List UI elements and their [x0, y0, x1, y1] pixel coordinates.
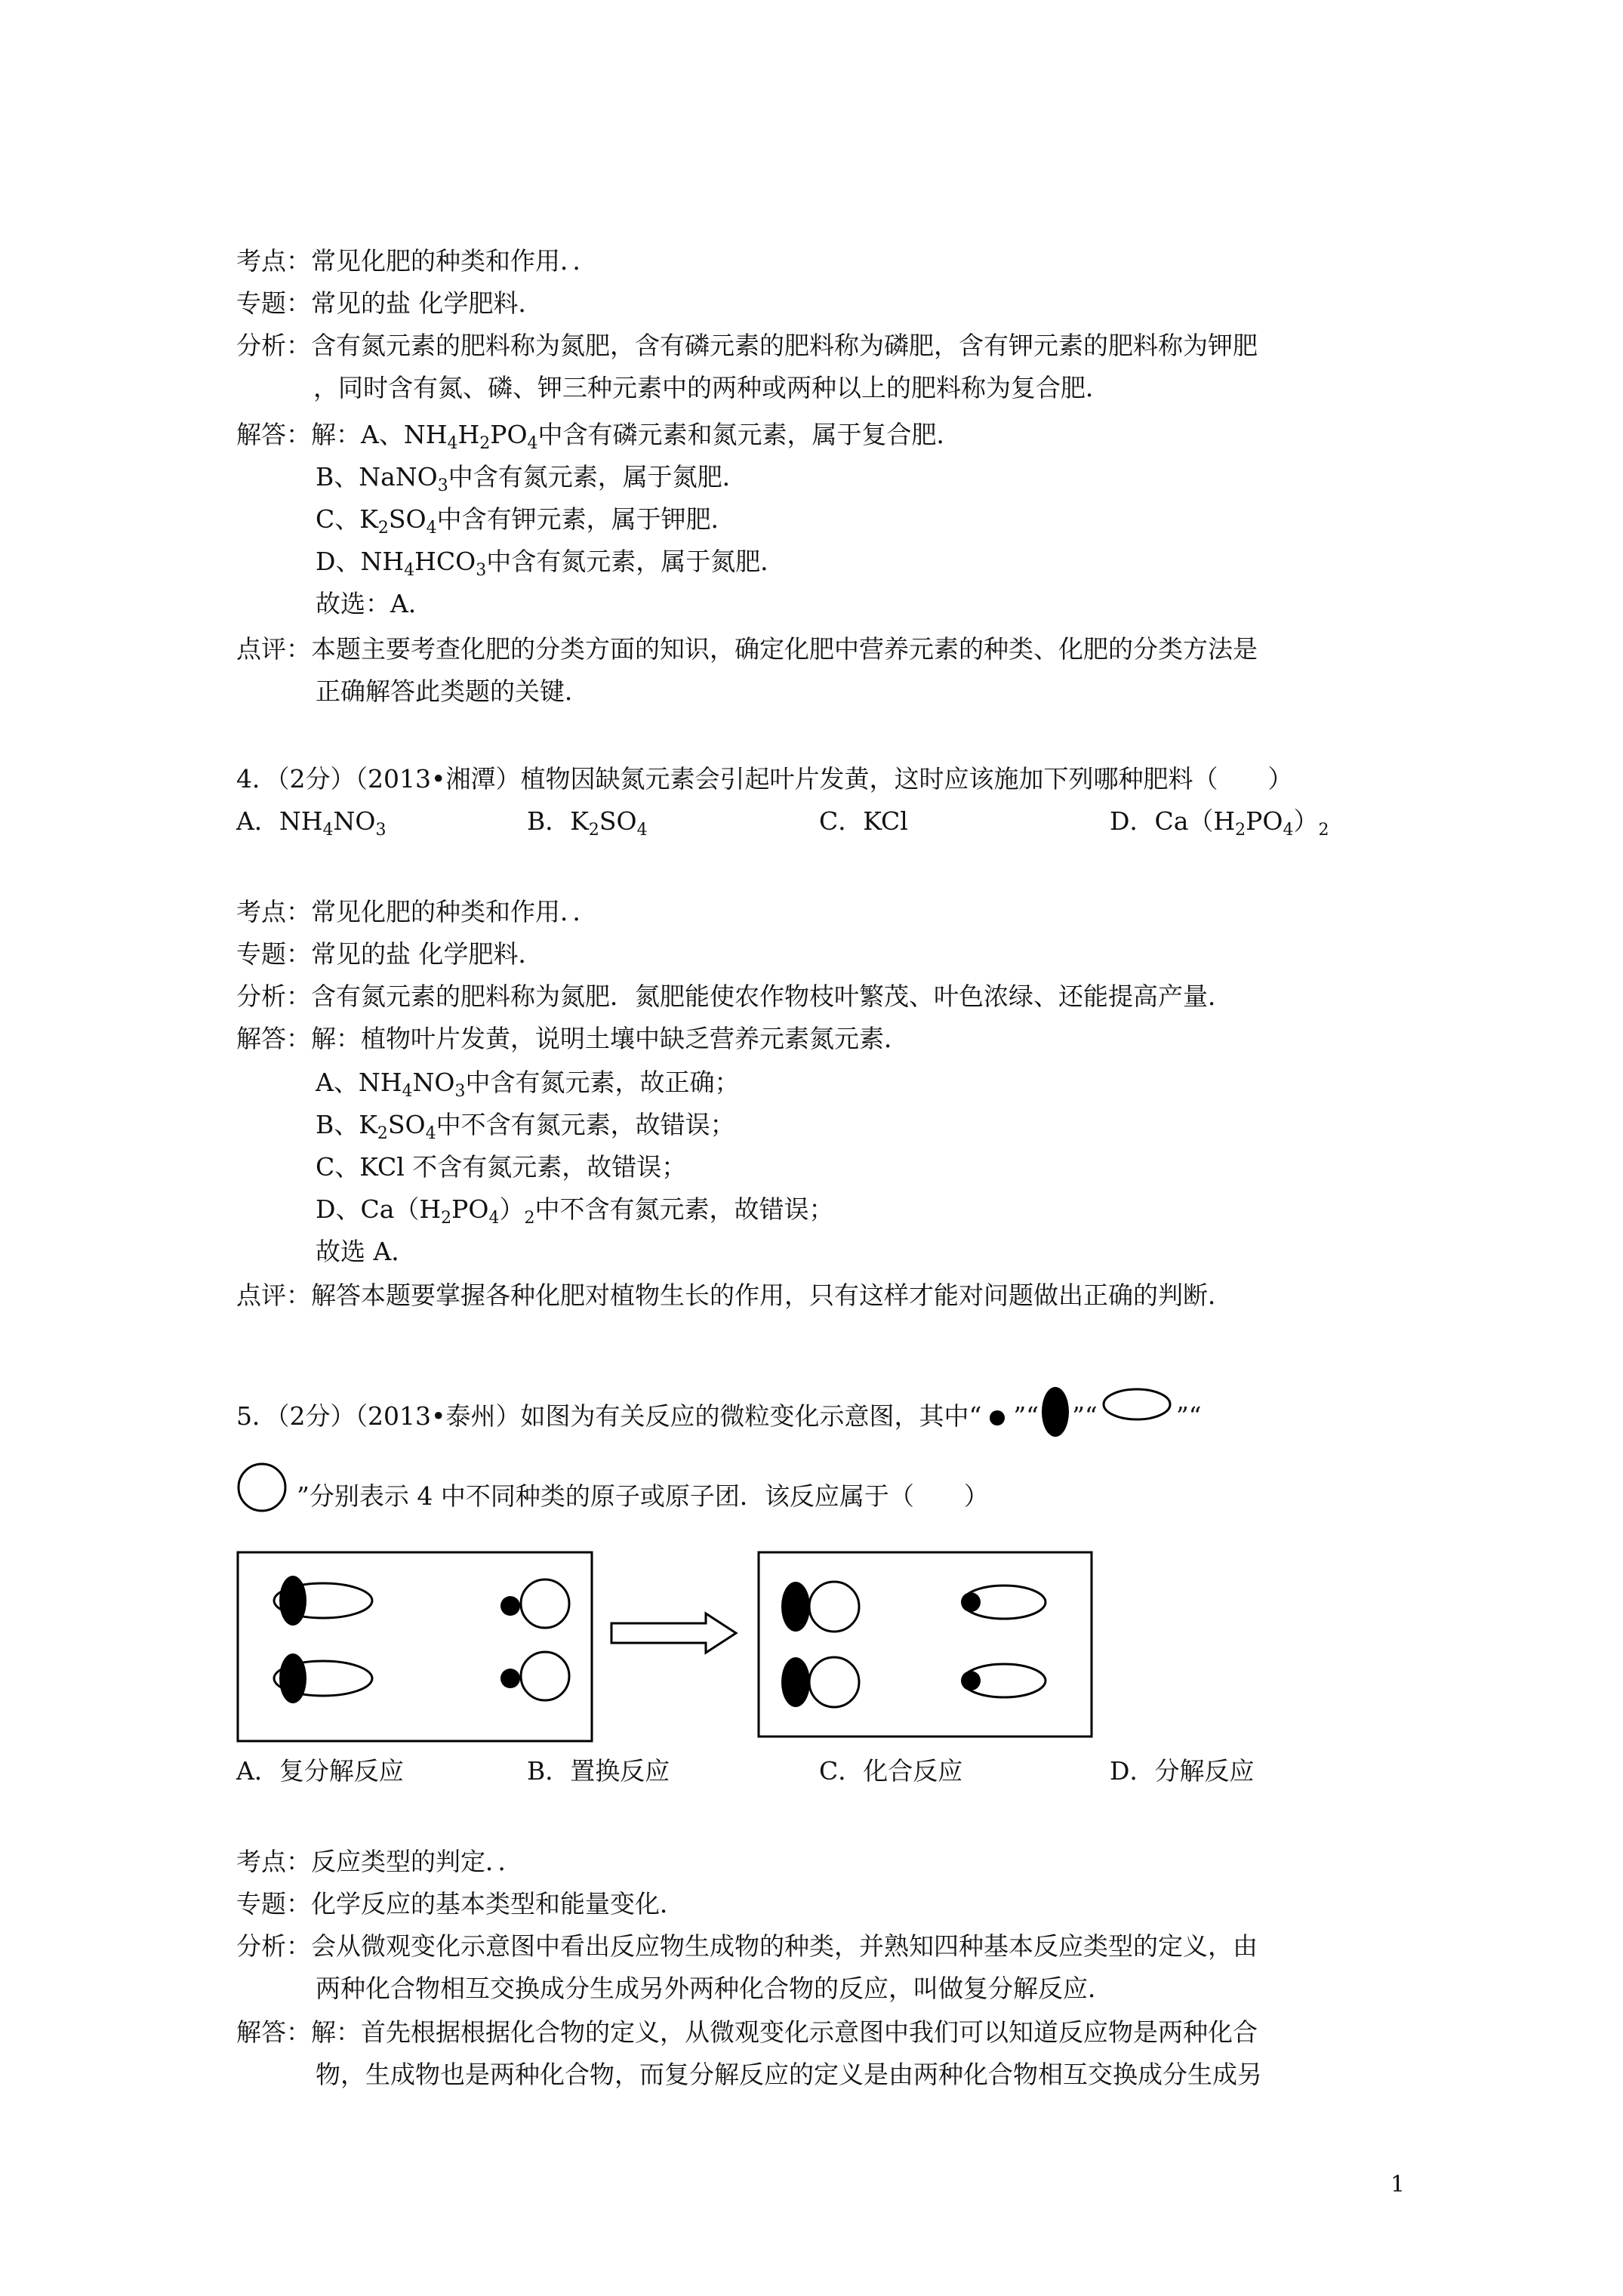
q4-zhuanti: 专题：常见的盐 化学肥料． [236, 939, 544, 969]
product-molecule-1 [781, 1582, 859, 1632]
reaction-arrow [611, 1613, 736, 1653]
q3-guxuan: 故选：A． [316, 589, 433, 618]
white-ellipse-icon [1098, 1400, 1176, 1433]
reactant-molecule-4 [500, 1652, 569, 1700]
page-number: 1 [1390, 2171, 1406, 2198]
q4-jieda-b: B、$K_2SO_4$中不含有氮元素，故错误； [316, 1110, 735, 1143]
q4-jieda: 解答：解：植物叶片发黄，说明土壤中缺乏营养元素氮元素． [236, 1024, 909, 1053]
product-molecule-2 [781, 1657, 859, 1707]
q5-jieda-cont: 物，生成物也是两种化合物，而复分解反应的定义是由两种化合物相互交换成分生成另 [316, 2060, 1262, 2089]
q4-option-a: A．$NH_4NO_3$ [236, 806, 387, 840]
product-molecule-3 [961, 1586, 1046, 1619]
q4-option-d: D．$Ca(H_2PO_4)_2$ [1110, 806, 1329, 840]
q5-option-a: A．复分解反应 [236, 1756, 404, 1786]
q5-zhuanti: 专题：化学反应的基本类型和能量变化． [236, 1889, 685, 1918]
black-oval-icon [1039, 1400, 1072, 1433]
q5-options [236, 1755, 1414, 1788]
small-black-dot-icon [981, 1400, 1013, 1433]
q4-jieda-c: C、KCl 不含有氮元素，故错误； [316, 1152, 687, 1182]
reactant-molecule-1 [274, 1576, 372, 1626]
q5-kaodian: 考点：反应类型的判定．． [236, 1847, 523, 1876]
q4-jieda-d: D、$Ca(H_2PO_4)_2$中不含有氮元素，故错误； [316, 1194, 834, 1228]
q3-jieda-b: B、NaNO$_3$中含有氮元素，属于氮肥． [316, 462, 747, 495]
q3-jieda-c: C、$K_2SO_4$中含有钾元素，属于钾肥． [316, 504, 736, 538]
q5-stem: 5．（2分）（2013•泰州）如图为有关反应的微粒变化示意图，其中“ ”“ ”“ ”“ [236, 1400, 1202, 1433]
q4-stem: 4．（2分）（2013•湘潭）植物因缺氮元素会引起叶片发黄，这时应该施加下列哪种肥料（ ） [236, 764, 1293, 794]
q4-jieda-a: A、$NH_4NO_3$中含有氮元素，故正确； [316, 1068, 740, 1101]
q5-option-d: D．分解反应 [1110, 1756, 1255, 1786]
white-circle-icon [236, 1480, 297, 1513]
q5-fenxi: 分析：会从微观变化示意图中看出反应物生成物的种类，并熟知四种基本反应类型的定义，由 [236, 1931, 1258, 1961]
q4-guxuan: 故选 A． [316, 1237, 417, 1266]
q3-kaodian: 考点：常见化肥的种类和作用．． [236, 246, 598, 276]
q5-jieda: 解答：解：首先根据根据化合物的定义，从微观变化示意图中我们可以知道反应物是两种化合 [236, 2017, 1258, 2047]
q5-option-b: B．置换反应 [527, 1756, 670, 1786]
q3-dianping-cont: 正确解答此类题的关键． [316, 676, 590, 706]
q4-dianping: 点评：解答本题要掌握各种化肥对植物生长的作用，只有这样才能对问题做出正确的判断． [236, 1281, 1233, 1310]
q3-fenxi: 分析：含有氮元素的肥料称为氮肥，含有磷元素的肥料称为磷肥，含有钾元素的肥料称为钾肥 [236, 331, 1258, 360]
q4-option-c: C．KCl [819, 806, 908, 836]
reactant-molecule-2 [274, 1653, 372, 1703]
product-molecule-4 [961, 1664, 1046, 1697]
q3-fenxi-cont: ，同时含有氮、磷、钾三种元素中的两种或两种以上的肥料称为复合肥． [313, 373, 1110, 402]
q4-options [236, 805, 1414, 838]
q5-fenxi-cont: 两种化合物相互交换成分生成另外两种化合物的反应，叫做复分解反应． [316, 1974, 1113, 2003]
reactant-molecule-3 [500, 1579, 569, 1628]
q3-zhuanti: 专题：常见的盐 化学肥料． [236, 288, 544, 318]
q5-option-c: C．化合反应 [819, 1756, 963, 1786]
q5-stem-cont: ”分别表示 4 中不同种类的原子或原子团．该反应属于（ ） [236, 1480, 989, 1513]
q4-option-b: B．$K_2SO_4$ [527, 806, 648, 840]
q3-jieda-d: D、$NH_4HCO_3$中含有氮元素，属于氮肥． [316, 547, 786, 580]
q3-dianping: 点评：本题主要考查化肥的分类方面的知识，确定化肥中营养元素的种类、化肥的分类方法是 [236, 634, 1258, 664]
q3-jieda-a: 解答：解：A、$NH_4H_2PO_4$中含有磷元素和氮元素，属于复合肥． [236, 420, 962, 453]
q4-kaodian: 考点：常见化肥的种类和作用．． [236, 897, 598, 926]
q4-fenxi: 分析：含有氮元素的肥料称为氮肥．氮肥能使农作物枝叶繁茂、叶色浓绿、还能提高产量． [236, 982, 1233, 1011]
